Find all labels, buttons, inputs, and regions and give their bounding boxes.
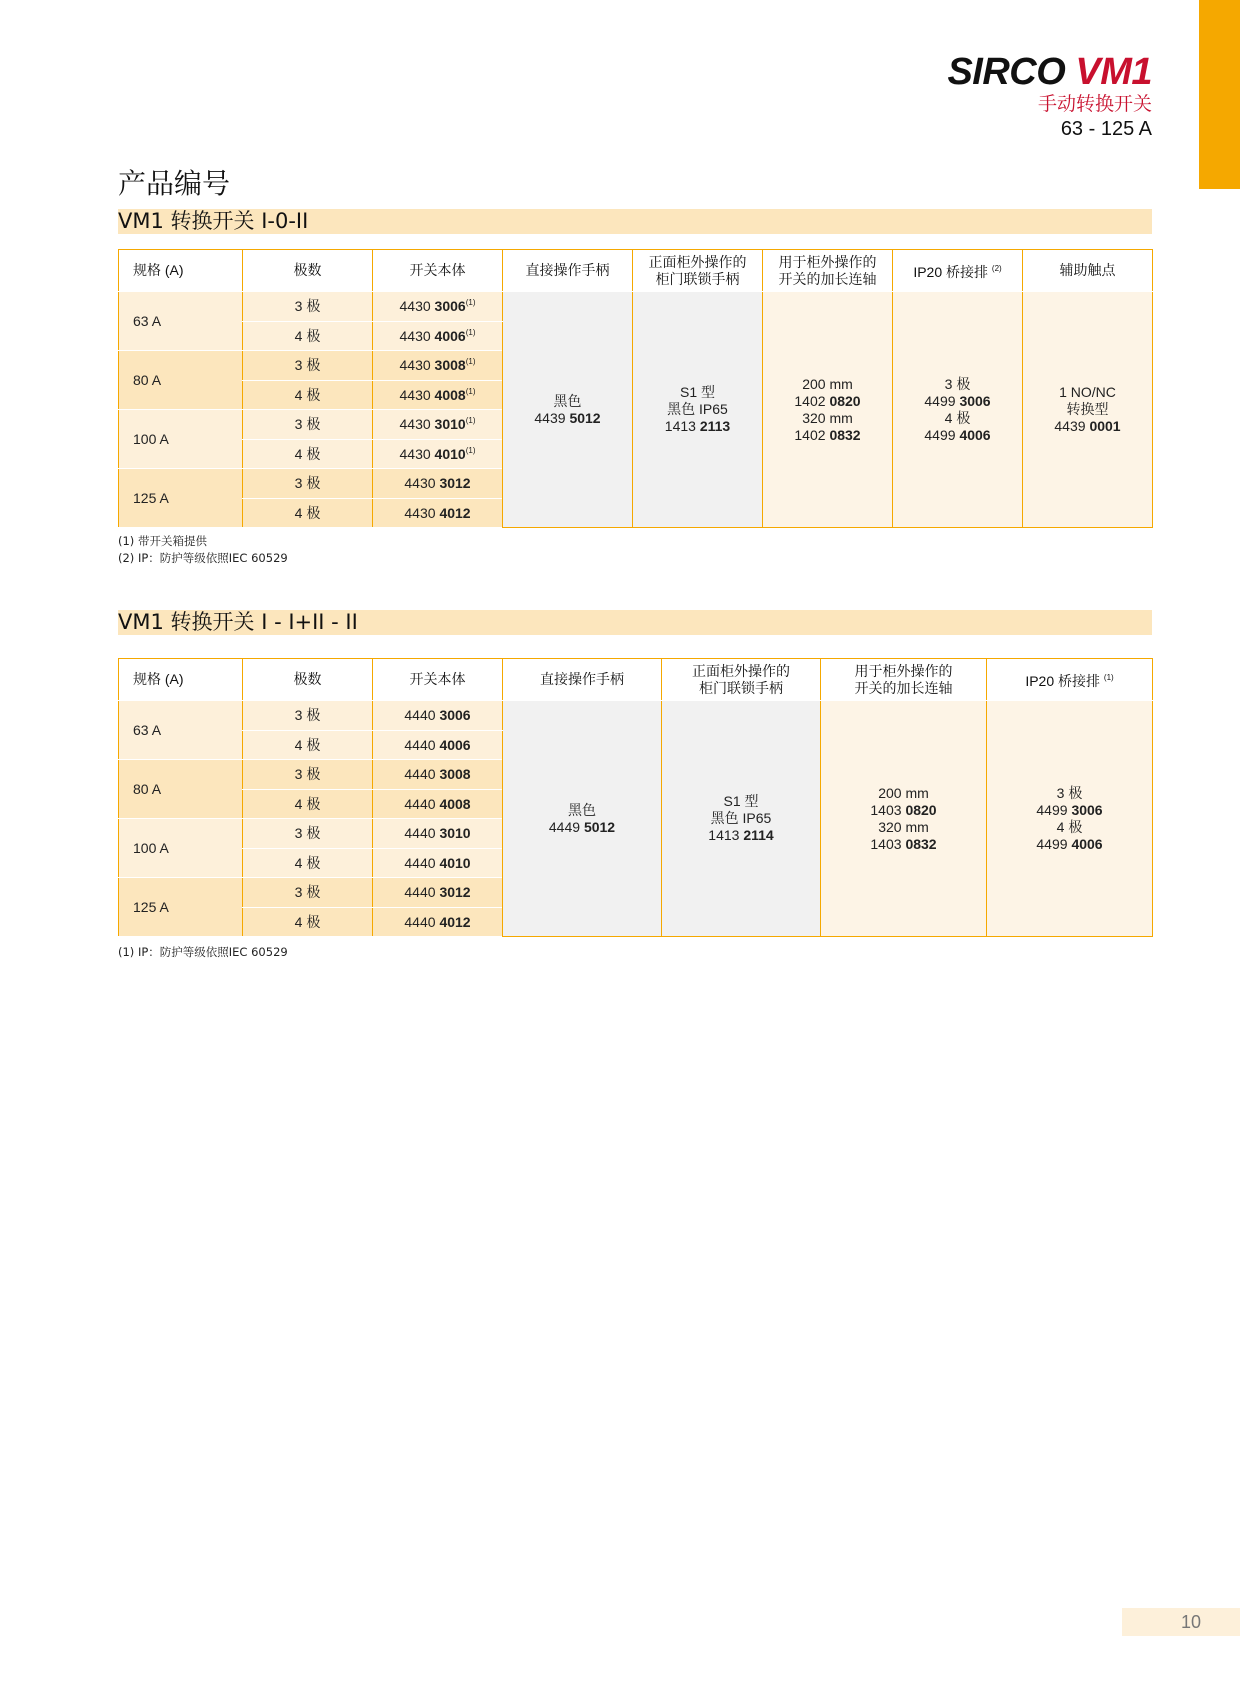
footnote: (1) 带开关箱提供: [118, 534, 207, 548]
pole-cell: 4 极: [243, 498, 373, 528]
col-shaft: 用于柜外操作的 开关的加长连轴: [821, 659, 987, 701]
pole-cell: 4 极: [243, 789, 373, 819]
page-title: 产品编号: [118, 167, 231, 200]
pole-cell: 4 极: [243, 848, 373, 878]
pole-cell: 4 极: [243, 439, 373, 469]
page-tab-marker: [1199, 0, 1240, 189]
handle-cell: 黑色 4439 5012: [503, 292, 633, 528]
pole-cell: 3 极: [243, 351, 373, 381]
size-cell: 125 A: [119, 469, 243, 528]
code-cell: 4440 4006: [373, 730, 503, 760]
section-2-header: [118, 610, 1152, 635]
col-interlock: 正面柜外操作的 柜门联锁手柄: [633, 250, 763, 292]
pole-cell: 3 极: [243, 469, 373, 499]
pole-cell: 3 极: [243, 410, 373, 440]
col-shaft: 用于柜外操作的 开关的加长连轴: [763, 250, 893, 292]
brand-header: [947, 52, 1152, 142]
size-cell: 125 A: [119, 878, 243, 937]
col-handle: 直接操作手柄: [503, 659, 662, 701]
table-1-notes: [118, 533, 288, 567]
pole-cell: 3 极: [243, 701, 373, 731]
code-cell: 4440 4012: [373, 907, 503, 937]
code-cell: 4430 3010$^{(1)}$: [373, 410, 503, 440]
pole-cell: 3 极: [243, 878, 373, 908]
pole-cell: 4 极: [243, 907, 373, 937]
section-1-title: VM1 转换开关 I-0-II: [118, 209, 309, 233]
col-handle: 直接操作手柄: [503, 250, 633, 292]
interlock-cell: S1 型 黑色 IP65 1413 2114: [662, 701, 821, 937]
footnote: (1) IP：防护等级依照IEC 60529: [118, 945, 288, 959]
col-aux: 辅助触点: [1023, 250, 1153, 292]
bridge-cell: 3 极 4499 3006 4 极 4499 4006: [987, 701, 1153, 937]
col-bridge: IP20 桥接排 $^{(2)}$: [893, 250, 1023, 292]
pole-cell: 4 极: [243, 380, 373, 410]
code-cell: 4430 3008$^{(1)}$: [373, 351, 503, 381]
table-header: [119, 659, 1153, 701]
code-cell: 4430 4010$^{(1)}$: [373, 439, 503, 469]
pole-cell: 3 极: [243, 760, 373, 790]
section-1-header: [118, 209, 1152, 234]
bridge-cell: 3 极 4499 3006 4 极 4499 4006: [893, 292, 1023, 528]
pole-cell: 4 极: [243, 321, 373, 351]
shaft-cell: 200 mm 1402 0820 320 mm 1402 0832: [763, 292, 893, 528]
table-1: [118, 249, 1153, 528]
code-cell: 4440 4010: [373, 848, 503, 878]
table-row: [119, 292, 1153, 322]
code-cell: 4430 4008$^{(1)}$: [373, 380, 503, 410]
size-cell: 63 A: [119, 701, 243, 760]
size-cell: 80 A: [119, 351, 243, 410]
pole-cell: 3 极: [243, 292, 373, 322]
handle-cell: 黑色 4449 5012: [503, 701, 662, 937]
size-cell: 80 A: [119, 760, 243, 819]
pole-cell: 4 极: [243, 730, 373, 760]
code-cell: 4440 4008: [373, 789, 503, 819]
size-cell: 100 A: [119, 410, 243, 469]
aux-cell: 1 NO/NC 转换型 4439 0001: [1023, 292, 1153, 528]
col-poles: 极数: [243, 659, 373, 701]
size-cell: 100 A: [119, 819, 243, 878]
pole-cell: 3 极: [243, 819, 373, 849]
page-number: 10: [1122, 1608, 1240, 1636]
size-cell: 63 A: [119, 292, 243, 351]
col-body: 开关本体: [373, 659, 503, 701]
col-size: 规格 (A): [119, 250, 243, 292]
code-cell: 4440 3006: [373, 701, 503, 731]
shaft-cell: 200 mm 1403 0820 320 mm 1403 0832: [821, 701, 987, 937]
section-2-title: VM1 转换开关 I - I+II - II: [118, 610, 358, 634]
col-bridge: IP20 桥接排 $^{(1)}$: [987, 659, 1153, 701]
col-size: 规格 (A): [119, 659, 243, 701]
code-cell: 4440 3010: [373, 819, 503, 849]
table-2-notes: [118, 944, 288, 961]
table-row: [119, 701, 1153, 731]
table-header: [119, 250, 1153, 292]
interlock-cell: S1 型 黑色 IP65 1413 2113: [633, 292, 763, 528]
code-cell: 4430 4012: [373, 498, 503, 528]
col-interlock: 正面柜外操作的 柜门联锁手柄: [662, 659, 821, 701]
code-cell: 4430 3006$^{(1)}$: [373, 292, 503, 322]
col-body: 开关本体: [373, 250, 503, 292]
code-cell: 4440 3012: [373, 878, 503, 908]
table-2: [118, 658, 1153, 937]
product-subtitle: 手动转换开关: [1037, 93, 1152, 115]
footnote: (2) IP：防护等级依照IEC 60529: [118, 551, 288, 565]
code-cell: 4430 3012: [373, 469, 503, 499]
col-poles: 极数: [243, 250, 373, 292]
product-range: 63 - 125 A: [1060, 118, 1152, 140]
product-name: SIRCO VM1: [947, 51, 1152, 93]
code-cell: 4430 4006$^{(1)}$: [373, 321, 503, 351]
code-cell: 4440 3008: [373, 760, 503, 790]
